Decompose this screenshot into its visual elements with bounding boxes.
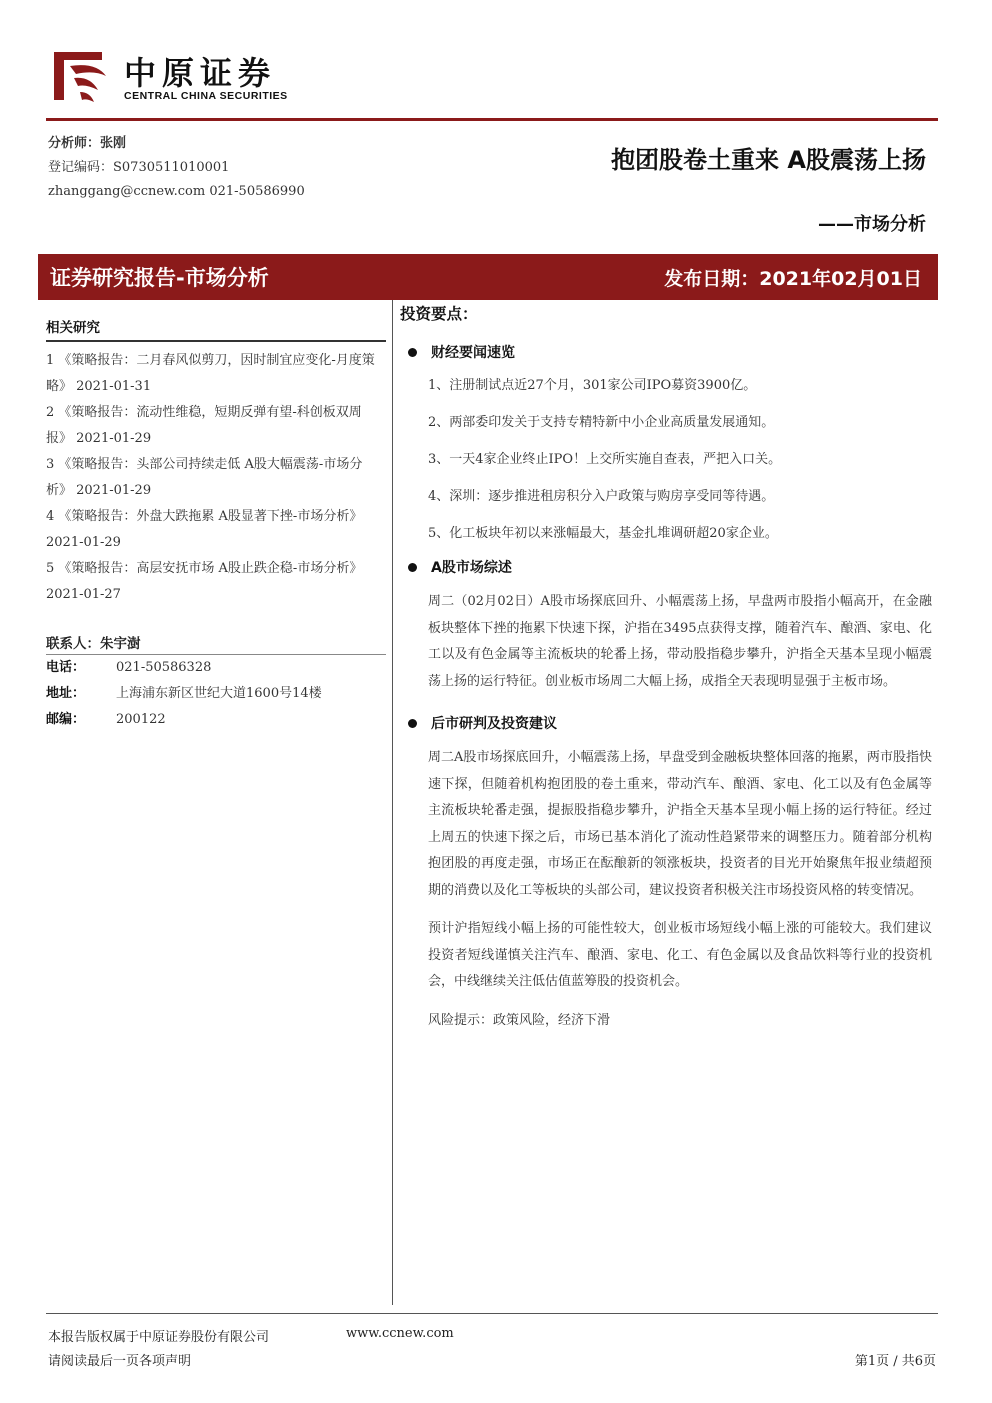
news-item: 3、一天4家企业终止IPO！上交所实施自查表，严把入口关。 [428,452,782,467]
bullet-icon [408,348,417,357]
address-value: 上海浦东新区世纪大道1600号14楼 [116,686,322,701]
column-divider [392,300,393,1305]
related-research-item[interactable]: 4 《策略报告：外盘大跌拖累 A股显著下挫-市场分析》 2021-01-29 [46,509,363,550]
page-number: 第1页 / 共6页 [854,1354,936,1369]
publish-date: 发布日期：2021年02月01日 [664,268,922,290]
footer-website-link[interactable]: www.ccnew.com [346,1326,454,1341]
footer-copyright: 本报告版权属于中原证券股份有限公司 [48,1330,270,1345]
related-research-item[interactable]: 1 《策略报告：二月春风似剪刀，因时制宜应变化-月度策略》 2021-01-31 [46,353,375,394]
bullet-icon [408,719,417,728]
company-logo [50,46,310,108]
report-banner [38,254,938,300]
news-item: 2、两部委印发关于支持专精特新中小企业高质量发展通知。 [428,415,775,430]
contact-person-name: 朱宇澍 [100,636,141,652]
analyst-name: 分析师：张刚 [48,136,127,151]
zip-value: 200122 [116,712,166,727]
section-market-title: A股市场综述 [431,560,512,576]
related-research-item[interactable]: 5 《策略报告：高层安抚市场 A股止跌企稳-市场分析》 2021-01-27 [46,561,363,602]
news-item: 5、化工板块年初以来涨幅最大，基金扎堆调研超20家企业。 [428,526,778,541]
phone-value: 021-50586328 [116,660,212,675]
related-research-list [46,348,386,608]
section-outlook-title: 后市研判及投资建议 [431,716,557,732]
sidebar [46,316,386,733]
news-item: 4、深圳：逐步推进租房积分入户政策与购房享受同等待遇。 [428,489,775,504]
footer-rule [46,1313,938,1314]
analyst-contact: zhanggang@ccnew.com 021-50586990 [48,184,305,199]
phone-label: 电话： [46,660,86,675]
contact-person-label: 联系人： [46,636,100,652]
contact-zip-row [46,707,386,733]
address-label: 地址： [46,686,86,701]
investment-points-heading: 投资要点： [400,305,478,323]
risk-warning: 风险提示：政策风险，经济下滑 [428,1012,611,1028]
contact-phone-row [46,655,386,681]
related-research-heading: 相关研究 [46,316,386,342]
section-news-heading [402,342,932,362]
logo-mark-icon [50,46,112,106]
section-news-title: 财经要闻速览 [431,345,515,361]
outlook-paragraph-2: 预计沪指短线小幅上扬的可能性较大，创业板市场短线小幅上涨的可能较大。我们建议投资者短线谨慎关注汽车、酿酒、家电、化工、有色金属以及食品饮料等行业的投资机会，中线继续关注低估值蓝筹股的投资机会。 [428,921,932,989]
contact-person [46,632,386,655]
market-summary-paragraph: 周二（02月02日）A股市场探底回升、小幅震荡上扬，早盘两市股指小幅高开，在金融板块整体下挫的拖累下快速下探，沪指在3495点获得支撑，随着汽车、酿酒、家电、化工以及有色金属等主流板块的轮番上扬，带动股指稳步攀升，沪指全天基本呈现小幅震荡上扬的运行特征。创业板市场周二大幅上扬，成指全天表现明显强于主板市场。 [428,594,932,689]
outlook-paragraph-1: 周二A股市场探底回升，小幅震荡上扬，早盘受到金融板块整体回落的拖累，两市股指快速下探，但随着机构抱团股的卷土重来，带动汽车、酿酒、家电、化工以及有色金属等主流板块轮番走强，提振股指稳步攀升，沪指全天基本呈现小幅上扬的运行特征。经过上周五的快速下探之后，市场已基本消化了流动性趋紧带来的调整压力。随着部分机构抱团股的再度走强，市场正在酝酿新的领涨板块，投资者的目光开始聚焦年报业绩超预期的消费以及化工等板块的头部公司，建议投资者积极关注市场投资风格的转变情况。 [428,750,932,898]
zip-label: 邮编： [46,712,86,727]
contact-address-row [46,681,386,707]
header-rule [46,118,938,121]
investment-points [402,302,932,1034]
section-outlook-heading [402,713,932,733]
related-research-item[interactable]: 2 《策略报告：流动性维稳，短期反弹有望-科创板双周报》 2021-01-29 [46,405,362,446]
footer-disclaimer-note: 请阅读最后一页各项声明 [48,1354,192,1369]
related-research-item[interactable]: 3 《策略报告：头部公司持续走低 A股大幅震荡-市场分析》 2021-01-29 [46,457,363,498]
logo-chinese-name: 中原证券 [124,54,277,92]
report-title: 抱团股卷土重来 A股震荡上扬 [611,146,926,174]
report-category: 证券研究报告-市场分析 [50,266,269,290]
news-list [402,376,932,544]
analyst-registration: 登记编码：S0730511010001 [48,160,230,175]
bullet-icon [408,563,417,572]
report-subtitle: ——市场分析 [818,214,926,235]
news-item: 1、注册制试点近27个月，301家公司IPO募资3900亿。 [428,378,757,393]
logo-english-name: CENTRAL CHINA SECURITIES [124,90,288,102]
section-market-heading [402,557,932,577]
contact-details [46,655,386,733]
analyst-info [48,132,305,204]
